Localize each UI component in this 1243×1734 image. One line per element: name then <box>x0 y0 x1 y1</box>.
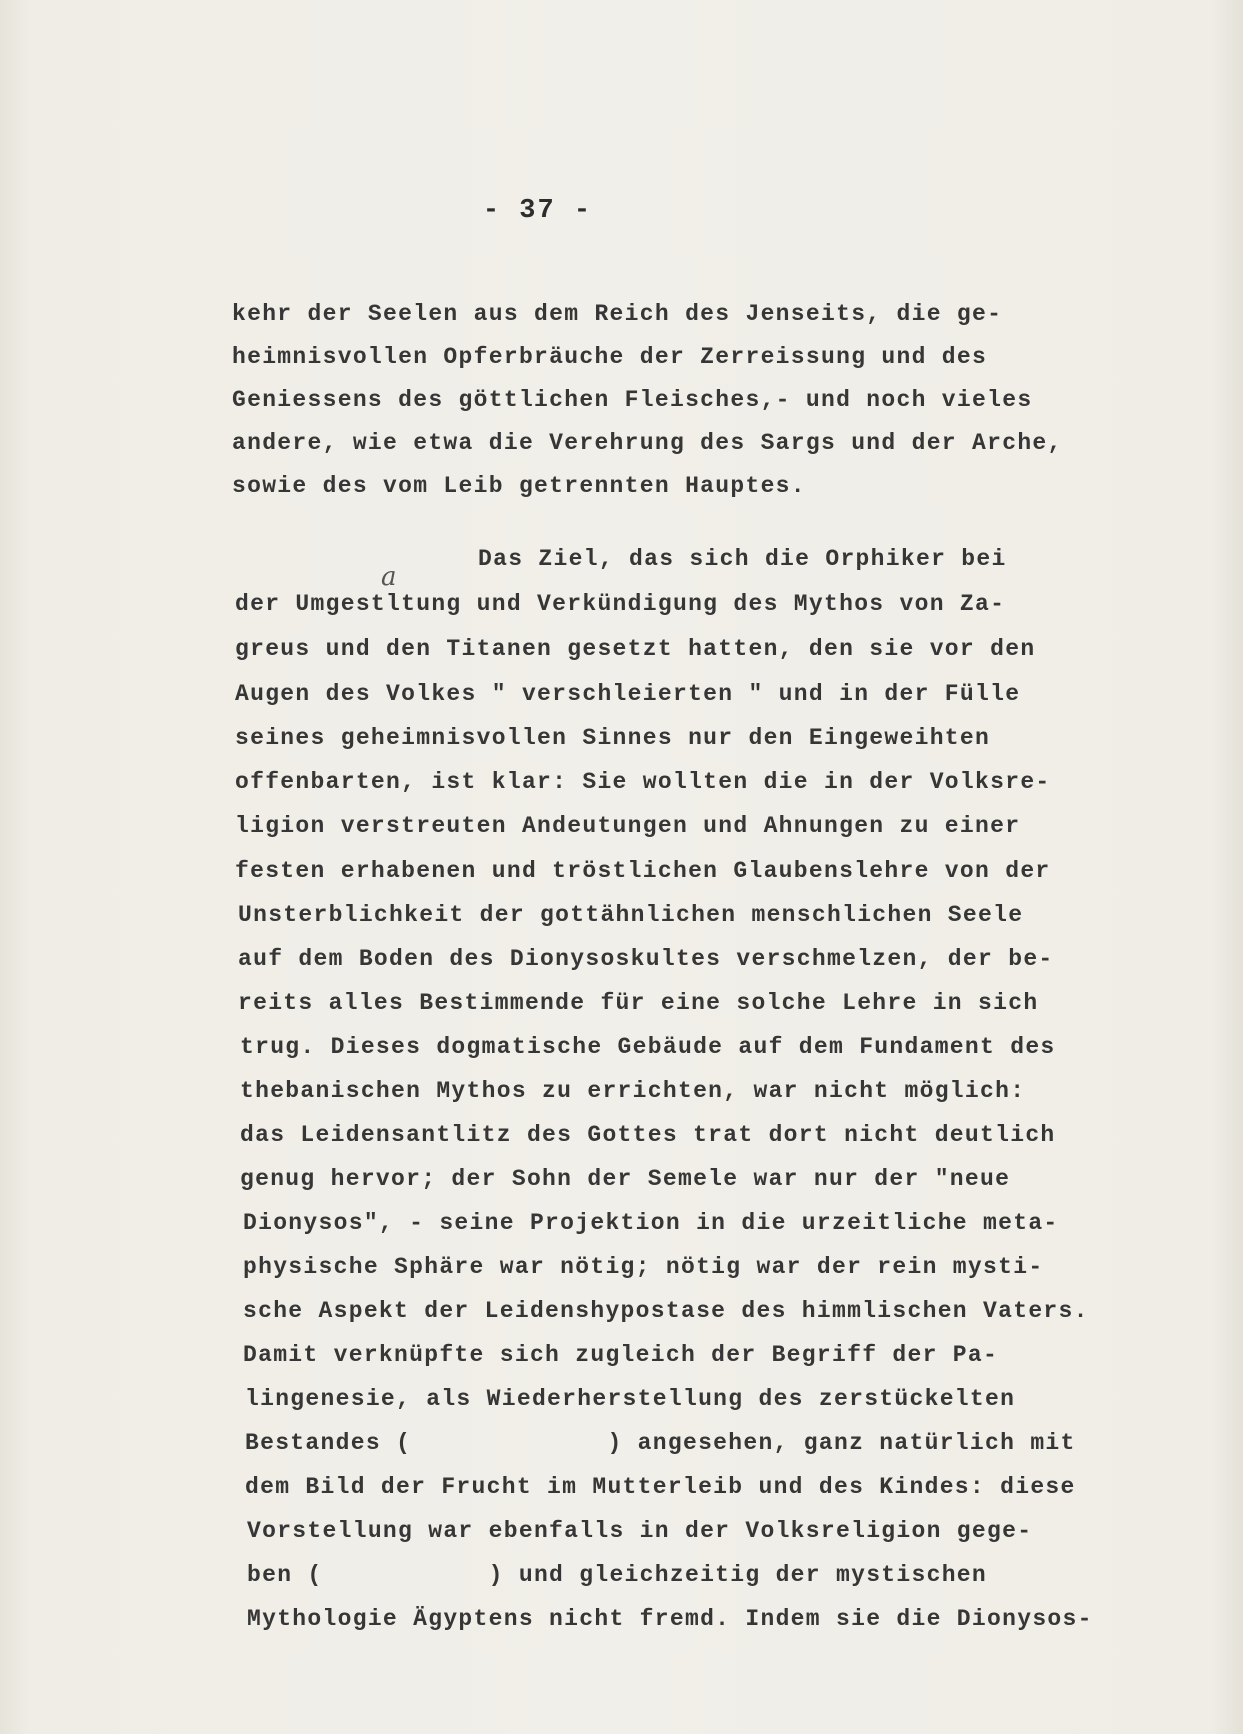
text-line: das Leidensantlitz des Gottes trat dort nicht deutlich <box>240 1122 1056 1148</box>
text-line: lingenesie, als Wiederherstellung des zerstückelten <box>245 1386 1016 1412</box>
text-line: greus und den Titanen gesetzt hatten, den sie vor den <box>235 636 1036 662</box>
text-line: thebanischen Mythos zu errichten, war nicht möglich: <box>240 1078 1026 1104</box>
text-line: ben ( ) und gleichzeitig der mystischen <box>247 1562 988 1588</box>
text-line: reits alles Bestimmende für eine solche Lehre in sich <box>238 990 1039 1016</box>
text-line: trug. Dieses dogmatische Gebäude auf dem Fundament des <box>240 1034 1056 1060</box>
text-line: festen erhabenen und tröstlichen Glaubenslehre von der <box>235 858 1051 884</box>
text-line: Damit verknüpfte sich zugleich der Begriff der Pa- <box>243 1342 999 1368</box>
text-line: sowie des vom Leib getrennten Hauptes. <box>232 473 806 499</box>
text-line: kehr der Seelen aus dem Reich des Jenseits, die ge- <box>232 301 1003 327</box>
text-line: heimnisvollen Opferbräuche der Zerreissung und des <box>232 344 988 370</box>
text-line: andere, wie etwa die Verehrung des Sargs und der Arche, <box>232 430 1063 456</box>
text-line: Vorstellung war ebenfalls in der Volksreligion gege- <box>247 1518 1033 1544</box>
text-line: Geniessens des göttlichen Fleisches,- und noch vieles <box>232 387 1033 413</box>
text-line: genug hervor; der Sohn der Semele war nur der "neue <box>240 1166 1011 1192</box>
text-line: der Umgestltung und Verkündigung des Mythos von Za- <box>235 591 1006 617</box>
text-line: seines geheimnisvollen Sinnes nur den Eingeweihten <box>235 725 991 751</box>
text-line: Mythologie Ägyptens nicht fremd. Indem sie die Dionysos- <box>247 1606 1093 1632</box>
text-line: Bestandes ( ) angesehen, ganz natürlich mit <box>245 1430 1076 1456</box>
text-line: physische Sphäre war nötig; nötig war der rein mysti- <box>243 1254 1044 1280</box>
handwritten-correction: a <box>381 562 397 592</box>
text-line: offenbarten, ist klar: Sie wollten die in der Volksre- <box>235 769 1051 795</box>
text-line: ligion verstreuten Andeutungen und Ahnungen zu einer <box>235 813 1021 839</box>
text-line: Augen des Volkes " verschleierten " und in der Fülle <box>235 681 1021 707</box>
text-line: Dionysos", - seine Projektion in die urzeitliche meta- <box>243 1210 1059 1236</box>
paragraph-start-line: Das Ziel, das sich die Orphiker bei <box>478 546 1007 572</box>
text-line: Unsterblichkeit der gottähnlichen menschlichen Seele <box>238 902 1024 928</box>
text-line: sche Aspekt der Leidenshypostase des himmlischen Vaters. <box>243 1298 1089 1324</box>
page-number: - 37 - <box>482 196 593 226</box>
text-line: dem Bild der Frucht im Mutterleib und des Kindes: diese <box>245 1474 1076 1500</box>
text-line: auf dem Boden des Dionysoskultes verschmelzen, der be- <box>238 946 1054 972</box>
